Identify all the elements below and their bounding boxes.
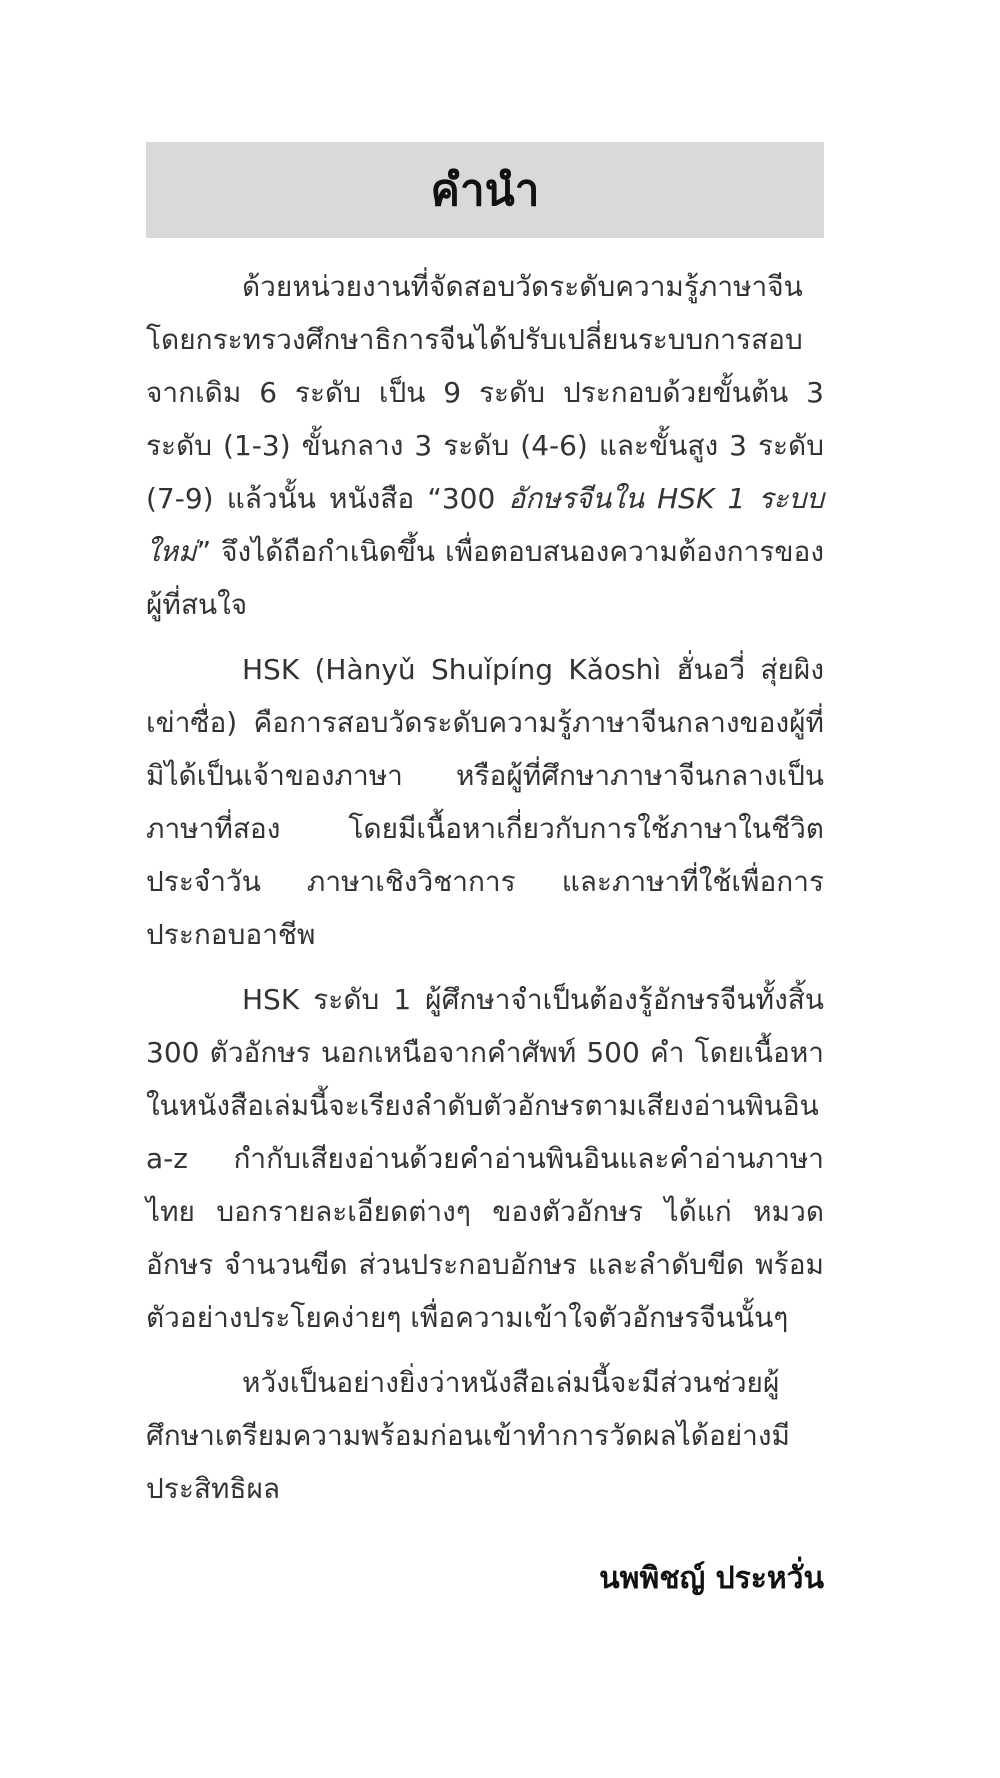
paragraph-closing (146, 1356, 824, 1515)
page-title: คำนำ (430, 165, 540, 216)
author-signature: นพพิชญ์ ประหวั่น (599, 1561, 824, 1596)
paragraph-hsk-definition (146, 643, 824, 961)
paragraph-text: หวังเป็นอย่างยิ่งว่าหนังสือเล่มนี้จะมีส่วนช่วยผู้ศึกษาเตรียมความพร้อมก่อนเข้าทำการวัดผลได้อย่างมีประสิทธิผล (146, 1366, 791, 1505)
preface-page (146, 142, 824, 1602)
paragraph-hsk-level-1 (146, 973, 824, 1344)
paragraph-text: HSK (Hànyǔ Shuǐpíng Kǎoshì ฮั่นอวี่ สุ่ยผิง เข่าซื่อ) คือการสอบวัดระดับความรู้ภาษาจีนกลางของผู้ที่มิได้เป็นเจ้าของภาษา หรือผู้ที่ศึกษาภาษาจีนกลางเป็นภาษาที่สอง โดยมีเนื้อหาเกี่ยวกับการใช้ภาษาในชีวิตประจำวัน ภาษาเชิงวิชาการ และภาษาที่ใช้เพื่อการประกอบอาชีพ (146, 653, 824, 951)
title-band (146, 142, 824, 238)
paragraph-text: ” จึงได้ถือกำเนิดขึ้น เพื่อตอบสนองความต้องการของผู้ที่สนใจ (146, 535, 824, 621)
paragraph-text: HSK ระดับ 1 ผู้ศึกษาจำเป็นต้องรู้อักษรจีนทั้งสิ้น 300 ตัวอักษร นอกเหนือจากคำศัพท์ 500 คำ โดยเนื้อหาในหนังสือเล่มนี้จะเรียงลำดับตัวอักษรตามเสียงอ่านพินอิน a-z กำกับเสียงอ่านด้วยคำอ่านพินอินและคำอ่านภาษาไทย บอกรายละเอียดต่างๆ ของตัวอักษร ได้แก่ หมวดอักษร จำนวนขีด ส่วนประกอบอักษร และลำดับขีด พร้อมตัวอย่างประโยคง่ายๆ เพื่อความเข้าใจตัวอักษรจีนนั้นๆ (146, 983, 824, 1334)
book-title-text: อักษรจีนใน HSK 1 ระบบใหม่ (146, 482, 824, 568)
paragraph-intro (146, 260, 824, 631)
preface-body (146, 260, 824, 1515)
paragraph-text: ด้วยหน่วยงานที่จัดสอบวัดระดับความรู้ภาษาจีน โดยกระทรวงศึกษาธิการจีนได้ปรับเปลี่ยนระบบการสอบ จากเดิม 6 ระดับ เป็น 9 ระดับ ประกอบด้วยขั้นต้น 3 ระดับ (1-3) ขั้นกลาง 3 ระดับ (4-6) และขั้นสูง 3 ระดับ (7-9) แล้วนั้น หนังสือ “300 (146, 270, 824, 515)
